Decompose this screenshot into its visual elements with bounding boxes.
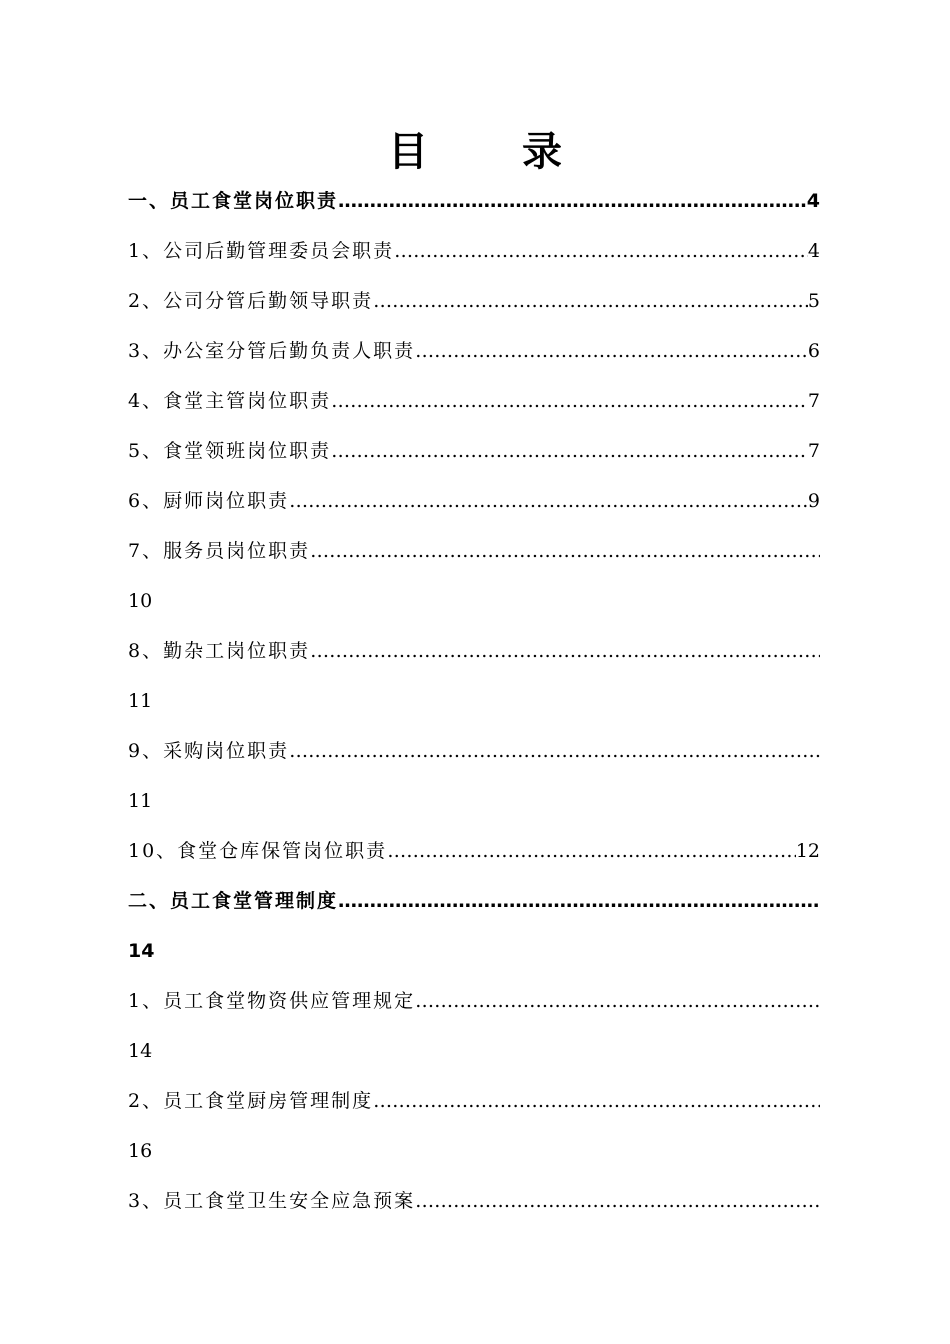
toc-entry-section-1[interactable] xyxy=(128,186,820,216)
toc-entry-1-2[interactable] xyxy=(128,286,820,316)
toc-dot-leader xyxy=(373,286,808,316)
toc-dot-leader xyxy=(310,636,820,666)
toc-dot-leader xyxy=(415,986,820,1016)
toc-entry-1-6[interactable] xyxy=(128,486,820,516)
toc-entry-section-2[interactable] xyxy=(128,886,820,916)
toc-entry-label: 10、食堂仓库保管岗位职责 xyxy=(128,840,388,862)
toc-page-number: 5 xyxy=(807,290,820,312)
toc-entry-label: 6、厨师岗位职责 xyxy=(128,490,290,512)
toc-entry-label: 7、服务员岗位职责 xyxy=(128,540,311,562)
toc-entry-1-1[interactable] xyxy=(128,236,820,266)
toc-page-number: 16 xyxy=(128,1140,153,1162)
toc-dot-leader xyxy=(338,186,807,216)
toc-dot-leader xyxy=(415,1186,820,1216)
toc-dot-leader xyxy=(387,836,796,866)
toc-page-number: 10 xyxy=(128,590,153,612)
toc-dot-leader xyxy=(415,336,808,366)
toc-entry-1-7[interactable] xyxy=(128,536,820,566)
toc-page-number: 4 xyxy=(806,190,820,212)
toc-title: 目 录 xyxy=(388,129,602,175)
toc-page-number: 6 xyxy=(807,340,820,362)
toc-dot-leader xyxy=(289,736,820,766)
toc-page-number: 11 xyxy=(128,690,153,712)
toc-entry-2-2[interactable] xyxy=(128,1086,820,1116)
toc-dot-leader xyxy=(310,536,820,566)
toc-page-number: 14 xyxy=(128,940,155,962)
toc-entry-1-5[interactable] xyxy=(128,436,820,466)
toc-entry-label: 二、员工食堂管理制度 xyxy=(128,890,339,912)
toc-dot-leader xyxy=(394,236,808,266)
toc-entry-label: 4、食堂主管岗位职责 xyxy=(128,390,332,412)
toc-entry-1-3[interactable] xyxy=(128,336,820,366)
toc-entry-label: 1、公司后勤管理委员会职责 xyxy=(128,240,395,262)
toc-dot-leader xyxy=(289,486,808,516)
toc-entry-2-3[interactable] xyxy=(128,1186,820,1216)
toc-entry-label: 8、勤杂工岗位职责 xyxy=(128,640,311,662)
toc-entry-label: 3、员工食堂卫生安全应急预案 xyxy=(128,1190,416,1212)
toc-entry-label: 2、公司分管后勤领导职责 xyxy=(128,290,374,312)
toc-entry-1-4[interactable] xyxy=(128,386,820,416)
toc-page-number: 7 xyxy=(807,390,820,412)
toc-dot-leader xyxy=(373,1086,820,1116)
toc-dot-leader xyxy=(331,386,808,416)
toc-entry-label: 1、员工食堂物资供应管理规定 xyxy=(128,990,416,1012)
toc-entry-1-10[interactable] xyxy=(128,836,820,866)
toc-page-number: 9 xyxy=(807,490,820,512)
toc-entry-label: 一、员工食堂岗位职责 xyxy=(128,190,339,212)
toc-page-number: 11 xyxy=(128,790,153,812)
toc-entry-label: 3、办公室分管后勤负责人职责 xyxy=(128,340,416,362)
toc-page-number: 4 xyxy=(807,240,820,262)
toc-dot-leader xyxy=(331,436,808,466)
toc-page-number: 14 xyxy=(128,1040,153,1062)
toc-entry-label: 2、员工食堂厨房管理制度 xyxy=(128,1090,374,1112)
toc-entry-1-8[interactable] xyxy=(128,636,820,666)
toc-entry-2-1[interactable] xyxy=(128,986,820,1016)
toc-page-number: 12 xyxy=(795,840,820,862)
toc-entry-1-9[interactable] xyxy=(128,736,820,766)
toc-entry-label: 5、食堂领班岗位职责 xyxy=(128,440,332,462)
toc-dot-leader xyxy=(338,886,820,916)
toc-entry-label: 9、采购岗位职责 xyxy=(128,740,290,762)
toc-page-number: 7 xyxy=(807,440,820,462)
